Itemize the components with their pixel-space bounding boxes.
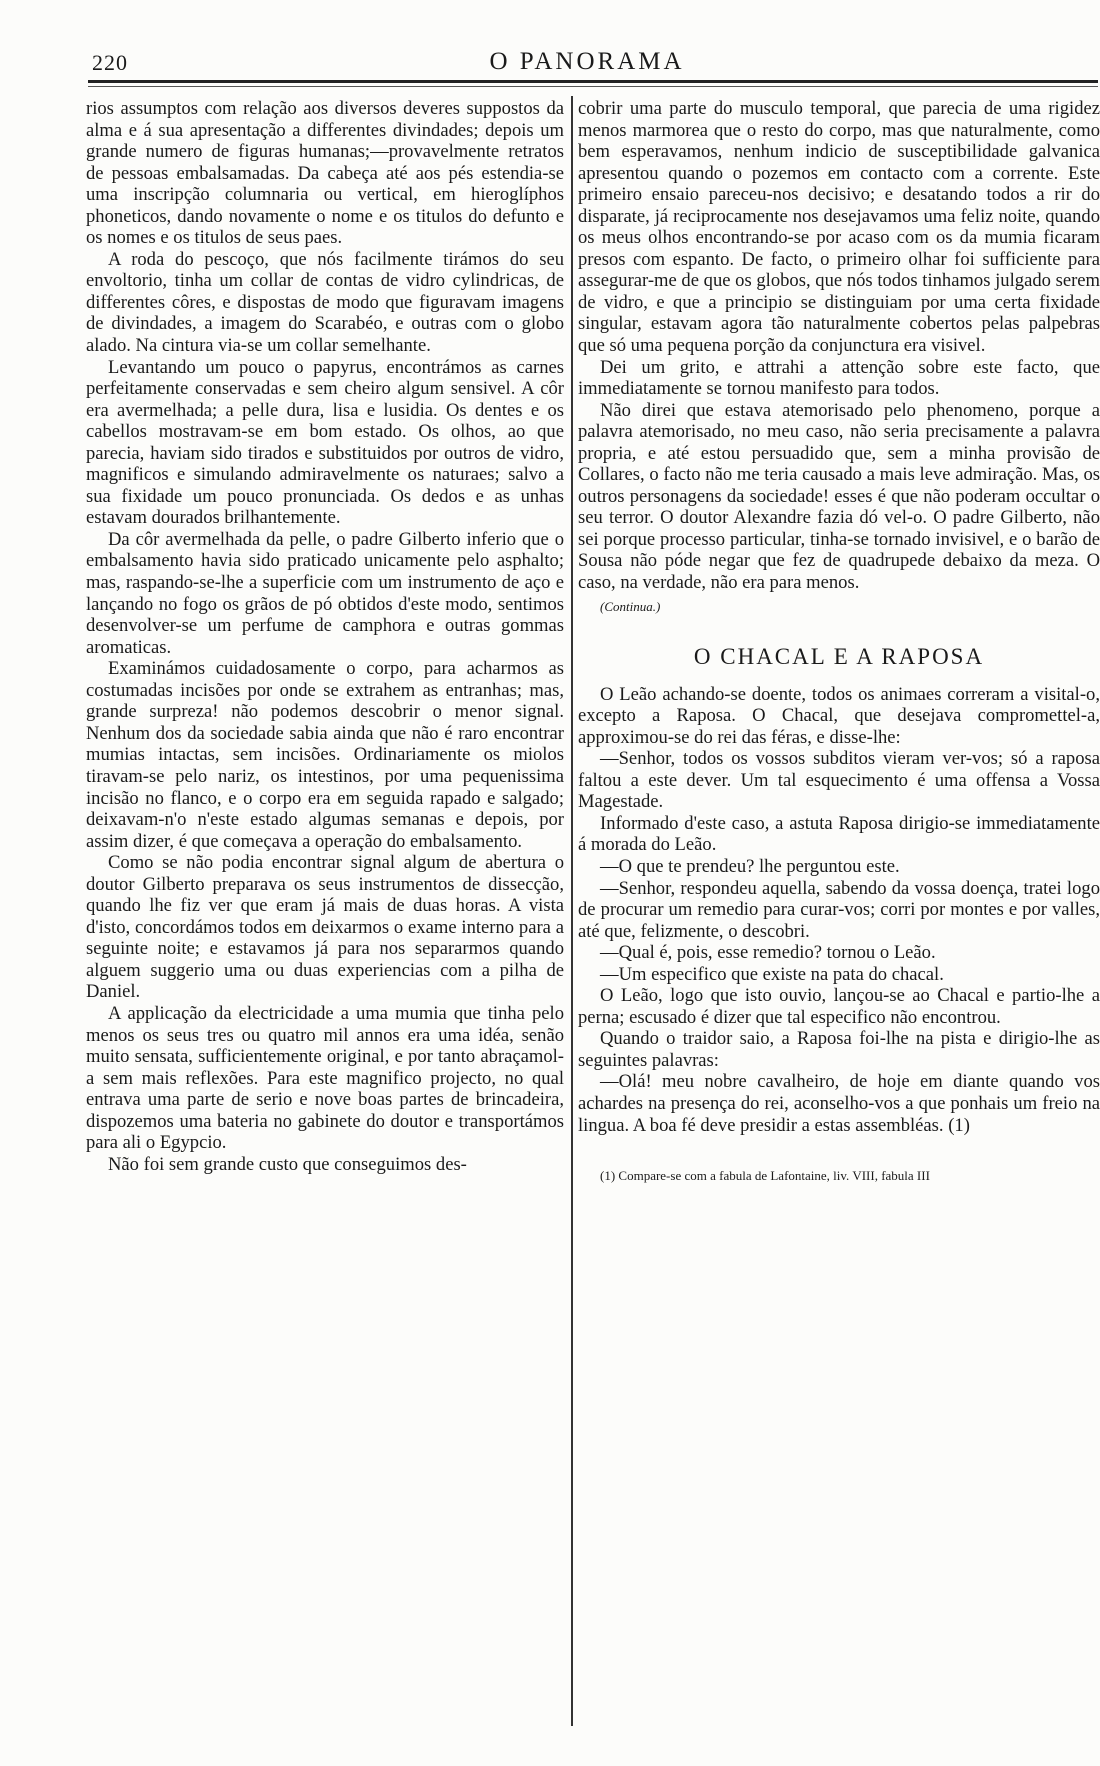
paragraph: Levantando um pouco o papyrus, encontrámos as carnes perfeitamente conservadas e sem cheiro algum sensivel. A côr era avermelhada; a pelle dura, lisa e lusidia. Os dentes e os cabellos mostravam-se em bom estado. Os olhos, ao que parecia, haviam sido tirados e substituidos por outros de vidro, magnificos e simulando admiravelmente os naturaes; salvo a sua fixidade um pouco pronunciada. Os dedos e as unhas estavam dourados brilhantemente. xyxy=(86,356,564,529)
right-column xyxy=(578,98,1100,1184)
paragraph: —Senhor, respondeu aquella, sabendo da vossa doença, tratei logo de procurar um remedio para curar-vos; corri por montes e por valles, até que, felizmente, o descobri. xyxy=(578,877,1100,942)
paragraph: O Leão, logo que isto ouvio, lançou-se ao Chacal e partio-lhe a perna; escusado é dizer que tal especifico não encontrou. xyxy=(578,985,1100,1028)
paragraph: —O que te prendeu? lhe perguntou este. xyxy=(600,855,900,877)
paragraph: cobrir uma parte do musculo temporal, que parecia de uma rigidez menos marmorea que o resto do corpo, mas que naturalmente, como bem esperavamos, nenhum indicio de susceptibilidade galvanica apresentou quando o pozemos em contacto com a corrente. Este primeiro ensaio pareceu-nos decisivo; e desatando todos a rir do disparate, já reciprocamente nos desejavamos uma feliz noite, quando os meus olhos encontrando-se por acaso com os da mumia ficaram presos com espanto. De facto, o primeiro olhar foi sufficiente para assegurar-me de que os globos, que nós todos tinhamos julgado serem de vidro, e que a principio se distinguiam por uma certa fixidade singular, estavam agora tão naturalmente cobertos pelas palpebras que só uma pequena porção da conjunctura era visivel. xyxy=(578,98,1100,357)
paragraph: A roda do pescoço, que nós facilmente tirámos do seu envoltorio, tinha um collar de contas de vidro cylindricas, de differentes côres, e dispostas de modo que figuravam imagens de divindades, a imagem do Scarabéo, e outras com o globo alado. Na cintura via-se um collar semelhante. xyxy=(86,248,564,357)
paragraph: Quando o traidor saio, a Raposa foi-lhe na pista e dirigio-lhe as seguintes palavras: xyxy=(578,1028,1100,1071)
paragraph: —Um especifico que existe na pata do chacal. xyxy=(600,963,944,985)
paragraph: Da côr avermelhada da pelle, o padre Gilberto inferio que o embalsamento havia sido praticado unicamente pelo asphalto; mas, raspando-se-lhe a superficie com um instrumento de aço e lançando no fogo os grãos de pó obtidos d'este modo, sentimos desenvolver-se um perfume de camphora e outras gommas aromaticas. xyxy=(86,528,564,658)
paragraph: Dei um grito, e attrahi a attenção sobre este facto, que immediatamente se tornou manifesto para todos. xyxy=(578,356,1100,400)
article-title: O CHACAL E A RAPOSA xyxy=(693,643,985,669)
left-column xyxy=(86,98,564,1175)
header-rule-thin xyxy=(88,86,1098,87)
paragraph: Não direi que estava atemorisado pelo phenomeno, porque a palavra atemorisado, no meu caso, não seria precisamente a palavra propria, e até estou persuadido que, sem a minha provisão de Collares, o facto não me teria causado a mais leve admiração. Mas, os outros personagens da sociedade! esses é que não poderam occultar o seu terror. O doutor Alexandre fazia dó vel-o. O padre Gilberto, não sei porque processo particular, tinha-se tornado invisivel, e o barão de Sousa não póde negar que fez de quadrupede debaixo da meza. O caso, na verdade, não era para menos. xyxy=(578,399,1100,594)
paragraph: Informado d'este caso, a astuta Raposa dirigio-se immediatamente á morada do Leão. xyxy=(578,812,1100,856)
header-rule-thick xyxy=(88,80,1098,83)
page-number: 220 xyxy=(92,50,128,75)
continua-note: (Continua.) xyxy=(600,598,661,614)
paragraph: —Olá! meu nobre cavalheiro, de hoje em diante quando vos achardes na presença do rei, aconselho-vos a que ponhais um freio na lingua. A boa fé deve presidir a estas assembléas. (1) xyxy=(578,1071,1100,1136)
page-header xyxy=(92,46,1082,80)
paragraph: Como se não podia encontrar signal algum de abertura o doutor Gilberto preparava os seus instrumentos de dissecção, quando lhe fiz ver que eram já mais de duas horas. A vista d'isto, concordámos todos em deixarmos o exame interno para a seguinte noite; e estavamos já para nos separarmos quando alguem suggerio uma ou duas experiencias com a pilha de Daniel. xyxy=(86,852,564,1003)
journal-title: O PANORAMA xyxy=(489,48,685,75)
paragraph: Examinámos cuidadosamente o corpo, para acharmos as costumadas incisões por onde se extrahem as entranhas; mas, grande surpreza! não podemos descobrir o menor signal. Nenhum dos da sociedade sabia ainda que não é raro encontrar mumias intactas, sem incisões. Ordinariamente os miolos tiravam-se pelo nariz, os intestinos, por uma pequenissima incisão no flanco, e o corpo era em seguida rapado e salgado; deixavam-n'o n'este estado algumas semanas e depois, por assim dizer, é que começava a operação do embalsamento. xyxy=(86,658,564,852)
paragraph: —Qual é, pois, esse remedio? tornou o Leão. xyxy=(600,942,936,964)
column-divider xyxy=(571,96,573,1726)
footnote: (1) Compare-se com a fabula de Lafontaine, liv. VIII, fabula III xyxy=(600,1168,930,1184)
paragraph: A applicação da electricidade a uma mumia que tinha pelo menos os seus tres ou quatro mil annos era uma idéa, senão muito sensata, sufficientemente original, e por tanto abraçamol-a sem mais reflexões. Para este magnifico projecto, no qual entrava uma parte de serio e nove boas partes de brincadeira, dispozemos uma bateria no gabinete do doutor e transportámos para ali o Egypcio. xyxy=(86,1002,564,1154)
paragraph: rios assumptos com relação aos diversos deveres suppostos da alma e á sua apresentação a differentes divindades; depois um grande numero de figuras humanas;—provavelmente retratos de pessoas embalsamadas. Da cabeça até aos pés estendia-se uma inscripção columnaria ou vertical, em hieroglíphos phoneticos, dando novamente o nome e os titulos do defunto e os nomes e os titulos de seus paes. xyxy=(86,98,564,249)
footnote-gap xyxy=(578,1136,1100,1158)
paragraph: Não foi sem grande custo que conseguimos des- xyxy=(108,1153,467,1175)
paragraph: —Senhor, todos os vossos subditos vieram ver-vos; só a raposa faltou a este dever. Um tal esquecimento é uma offensa a Vossa Magestade. xyxy=(578,748,1100,813)
paragraph: O Leão achando-se doente, todos os animaes correram a visital-o, excepto a Raposa. O Chacal, que desejava compromettel-a, approximou-se do rei das féras, e disse-lhe: xyxy=(578,683,1100,748)
